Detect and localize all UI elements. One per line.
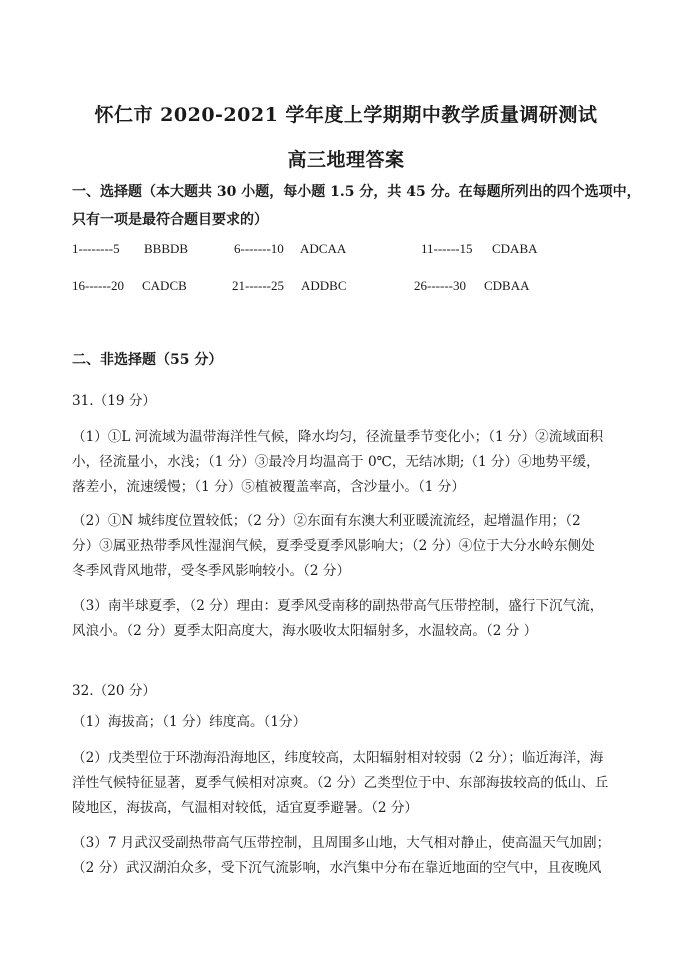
section1-heading (72, 178, 641, 234)
q32-answer-part2 (72, 746, 632, 821)
answer-value: CADCB (142, 278, 187, 293)
answer-value: BBBDB (144, 241, 189, 256)
text-line: 小，径流量小，水浅；（1 分）③最冷月均温高于 0℃，无结冰期;（1 分）④地势平缓， (72, 454, 600, 470)
answer-range: 6-------10 (234, 241, 284, 256)
answer-value: CDABA (492, 241, 538, 256)
text-line: 洋性气候特征显著，夏季气候相对凉爽。（2 分）乙类型位于中、东部海拔较高的低山、丘 (72, 775, 609, 791)
answer-range: 11------15 (421, 241, 473, 256)
answer-value: ADDBC (301, 278, 347, 293)
text-line: 冬季风背风地带，受冬季风影响较小。（2 分） (72, 563, 351, 579)
answer-range: 1--------5 (72, 241, 120, 256)
text-line: （1）①L 河流域为温带海洋性气候，降水均匀，径流量季节变化小；（1 分）②流域面积 (72, 429, 604, 445)
answer-row (72, 241, 632, 261)
text-line: （1）海拔高；（1 分）纬度高。（1分） (72, 714, 307, 730)
q31-answer-part2 (72, 509, 632, 584)
answer-value: CDBAA (484, 278, 530, 293)
answer-range: 26------30 (414, 278, 466, 293)
text-line: （3）7 月武汉受副热带高气压带控制，且周围多山地，大气相对静止，使高温天气加剧； (72, 835, 611, 851)
question-31-label: 31.（19 分） (72, 393, 157, 409)
section1-heading-line: 只有一项是最符合题目要求的） (72, 212, 268, 228)
answer-range: 16------20 (72, 278, 124, 293)
q32-answer-part1 (72, 710, 632, 735)
document-title: 怀仁市 2020-2021 学年度上学期期中教学质量调研测试 (94, 104, 598, 126)
text-line: （2）①N 城纬度位置较低；（2 分）②东面有东澳大利亚暖流流经，起增温作用；（2 (72, 513, 581, 529)
text-line: （2）戊类型位于环渤海沿海地区，纬度较高，太阳辐射相对较弱（2 分）；临近海洋，海 (72, 750, 604, 766)
section1-heading-line: 一、选择题（本大题共 30 小题，每小题 1.5 分，共 45 分。在每题所列出的四个选项中， (72, 184, 641, 200)
document-subtitle: 高三地理答案 (287, 149, 405, 171)
text-line: （2 分）武汉湖泊众多，受下沉气流影响，水汽集中分布在靠近地面的空气中，且夜晚风 (72, 860, 602, 876)
q31-answer-part1 (72, 425, 632, 500)
q32-answer-part3 (72, 831, 632, 881)
answer-row (72, 278, 632, 298)
text-line: （3）南半球夏季，（2 分）理由：夏季风受南移的副热带高气压带控制，盛行下沉气流， (72, 598, 604, 614)
section2-heading: 二、非选择题（55 分） (72, 352, 223, 368)
text-line: 落差小，流速缓慢；（1 分）⑤植被覆盖率高，含沙量小。（1 分） (72, 479, 465, 495)
answer-range: 21------25 (232, 278, 284, 293)
q31-answer-part3 (72, 594, 632, 644)
text-line: 分）③属亚热带季风性湿润气候，夏季受夏季风影响大；（2 分）④位于大分水岭东侧处 (72, 538, 595, 554)
text-line: 陵地区，海拔高，气温相对较低，适宜夏季避暑。（2 分） (72, 800, 419, 816)
text-line: 风浪小。（2 分）夏季太阳高度大，海水吸收太阳辐射多，水温较高。（2 分 ） (72, 623, 538, 639)
question-32-label: 32.（20 分） (72, 683, 157, 699)
answer-value: ADCAA (300, 241, 347, 256)
